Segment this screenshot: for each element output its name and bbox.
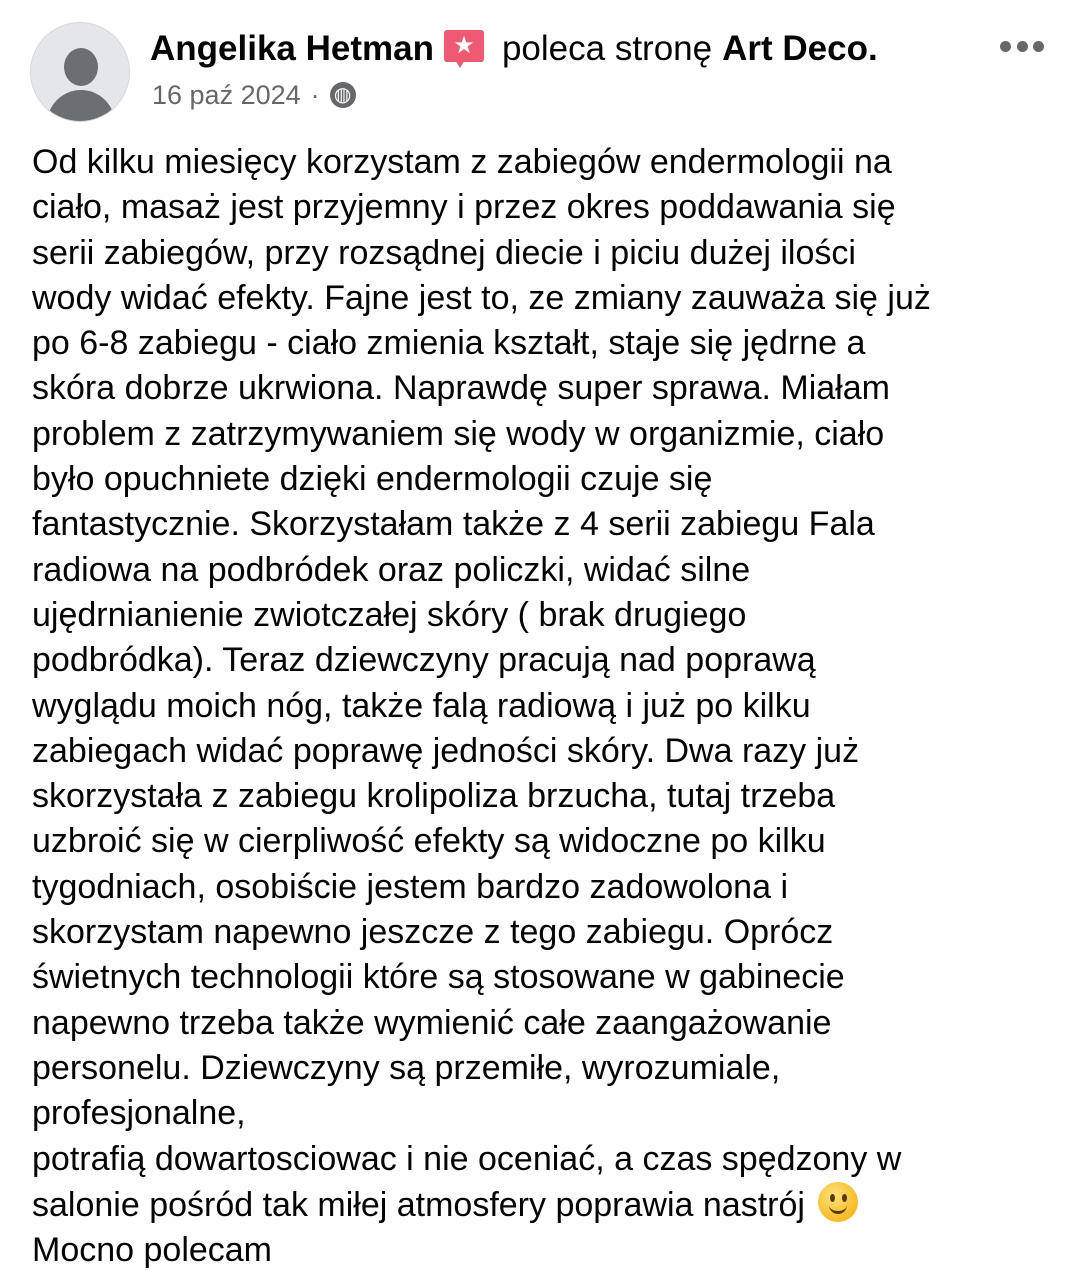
post-text-line: problem z zatrzymywaniem się wody w organizmie, ciało [32,414,885,453]
post-text-line: skorzystam napewno jeszcze z tego zabiegu. Oprócz [32,913,834,952]
post-text-line: tygodniach, osobiście jestem bardzo zadowolona i [32,867,789,906]
post-text-line: skorzystała z zabiegu krolipoliza brzucha, tutaj trzeba [32,777,836,816]
avatar[interactable] [30,22,130,122]
post-body [32,140,1062,1273]
page-name-link[interactable]: Art Deco [722,29,868,68]
avatar-head-shape [64,48,98,86]
post-text-line: Mocno polecam [32,1231,273,1270]
post-text-line: salonie pośród tak miłej atmosfery poprawia nastrój [32,1185,805,1224]
post-text-line: zabiegach widać poprawę jedności skóry. Dwa razy już [32,731,860,770]
post-text-line: wody widać efekty. Fajne jest to, ze zmiany zauważa się już [32,278,931,317]
post-text-line: skóra dobrze ukrwiona. Naprawdę super sprawa. Miałam [32,369,890,408]
post-date[interactable]: 16 paź 2024 [152,80,301,110]
post-title-line [150,26,878,72]
post-text-line: uzbroić się w cierpliwość efekty są widoczne po kilku [32,822,826,861]
post-text-line: Od kilku miesięcy korzystam z zabiegów endermologii na [32,143,892,181]
avatar-body-shape [47,90,115,122]
recommends-text: poleca stronę [501,29,713,68]
smiling-face-emoji-icon [818,1182,858,1222]
globe-icon[interactable]: ◍ [330,82,356,108]
post-text-line: ciało, masaż jest przyjemny i przez okres poddawania się [32,188,896,227]
post-text-line: profesjonalne, [32,1094,246,1133]
post-text-line: potrafią dowartosciowac i nie oceniać, a czas spędzony w [32,1139,902,1178]
post-meta [152,77,356,113]
meta-separator: · [310,80,320,110]
post-text-line: podbródka). Teraz dziewczyny pracują nad poprawą [32,641,816,680]
post-text-line: napewno trzeba także wymienić całe zaangażowanie [32,1003,832,1042]
post-text-line: fantastycznie. Skorzystałam także z 4 serii zabiegu Fala [32,505,875,544]
page-name-period: . [867,29,878,68]
post-text-line-with-emoji [32,1182,1062,1228]
post-header [0,0,1076,130]
post-text-line: ujędrnianienie zwiotczałej skóry ( brak drugiego [32,595,747,634]
more-options-icon[interactable] [1000,36,1044,56]
post-text-line: wyglądu moich nóg, także falą radiową i już po kilku [32,686,811,725]
post-text-line: świetnych technologii które są stosowane w gabinecie [32,958,845,997]
post-text-line: po 6-8 zabiegu - ciało zmienia kształt, staje się jędrne a [32,324,866,363]
recommendation-star-icon: ★ [444,28,484,70]
post-text-line: serii zabiegów, przy rozsądnej diecie i piciu dużej ilości [32,233,856,272]
post-text-line: było opuchniete dzięki endermologii czuje się [32,460,713,499]
post-text-line: radiowa na podbródek oraz policzki, widać silne [32,550,751,589]
author-name[interactable]: Angelika Hetman [150,29,434,68]
post-text-line: personelu. Dziewczyny są przemiłe, wyrozumiale, [32,1048,781,1087]
